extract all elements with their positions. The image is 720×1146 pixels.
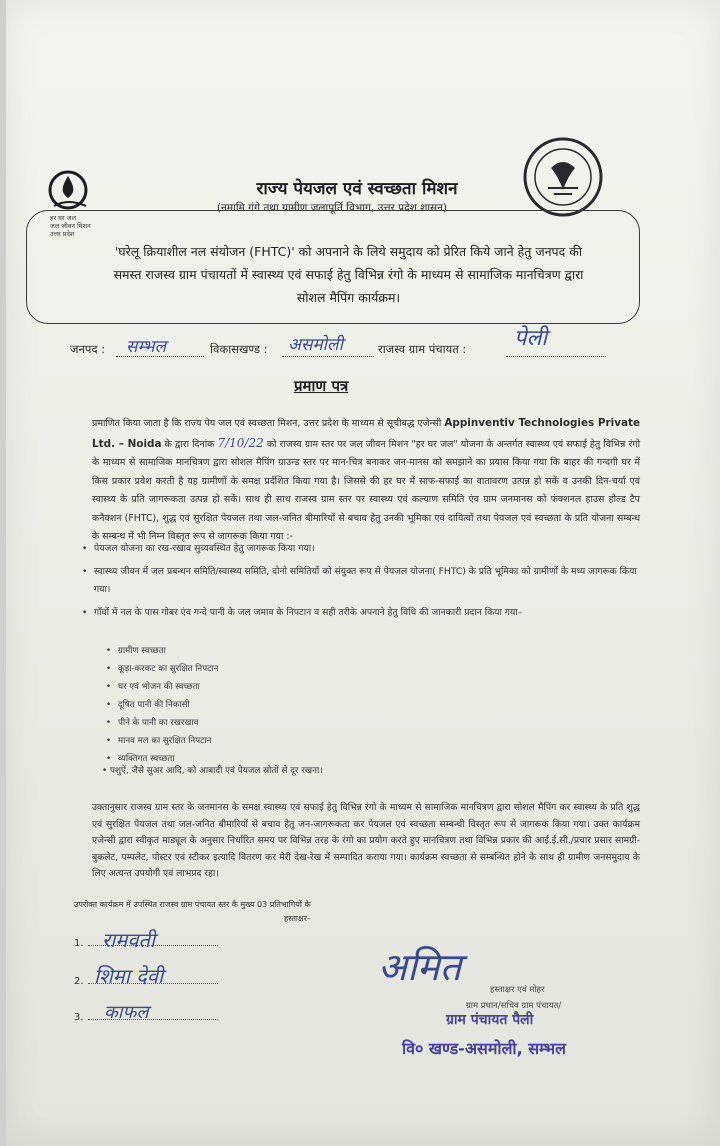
date-prefix: के द्वारा दिनांक — [164, 438, 215, 450]
signatory-signature: शिमा देवी — [94, 964, 164, 988]
block-stamp: वि० खण्ड-असमोली, सम्भल — [402, 1039, 566, 1058]
certificate-body — [92, 414, 640, 547]
signatory-2 — [74, 964, 218, 988]
signatory-number: 1. — [74, 938, 84, 949]
district-label: जनपद : — [70, 342, 106, 356]
signatory-1 — [74, 928, 218, 952]
topic-item: • कूड़ा-करकट का सुरक्षित निपटान — [106, 660, 426, 678]
bullet-item: • स्वास्थ्य जीवन में जल प्रबन्धन समिति/स्वास्थ्य समिति, दोनो समितियों को संयुक्त रूप से पेयजल योजना( FHTC) के प्रति भूमिका को ग्रामीणों के मध्य जागरूक किया गया। — [82, 563, 642, 599]
block-line — [282, 356, 374, 357]
topic-item: • पीने के पानी का रखरखाव — [106, 714, 426, 732]
agency-name: Appinventiv Technologies Private Ltd. – Noida — [92, 417, 640, 450]
signatory-signature: काफल — [104, 1002, 149, 1023]
block-label: विकासखण्ड : — [210, 342, 268, 356]
logo-caption-line: जल जीवन मिशन — [50, 222, 91, 230]
panchayat-line — [506, 356, 606, 357]
bullet-item: • पेयजल योजना का रख-रखाव सुव्यवस्थित हेतु जागरूक किया गया। — [82, 540, 642, 558]
district-value: सम्भल — [126, 337, 167, 357]
topic-item: • ग्रामीण स्वच्छता — [106, 642, 426, 660]
animal-bullet: • पशुऐं, जैसे सुअर आदि, को आबादी एवं पेयजल स्रोतों से दूर रखना। — [102, 764, 323, 776]
signatories-intro-line: हस्ताक्षर– — [284, 914, 311, 923]
signatories-intro-line: उपरोक्त कार्यक्रम में उपस्थित राजस्व ग्राम पंचायत स्तर के मुख्य 03 प्रतिभागियों के — [74, 900, 311, 909]
mission-title: राज्य पेयजल एवं स्वच्छता मिशन — [256, 179, 458, 199]
sign-role: ग्राम प्रधान/सचिव ग्राम पंचायत/ — [466, 1001, 562, 1011]
mission-subtitle: (नमामि गंगे तथा ग्रामीण जलापूर्ति विभाग, उत्तर प्रदेश शासन) — [216, 202, 448, 214]
signatory-3 — [74, 1002, 218, 1023]
topic-item: • मानव मल का सुरक्षित निपटान — [106, 732, 426, 750]
logo-caption-line: उत्तर प्रदेश — [50, 230, 75, 238]
topic-item: • व्यक्तिगत स्वच्छता — [106, 750, 426, 768]
signatories-intro — [74, 898, 404, 926]
signatory-number: 2. — [74, 976, 84, 987]
certificate-paper — [6, 0, 720, 1146]
program-date: 7/10/22 — [217, 435, 264, 450]
topic-item: • घर एवं भोजन की स्वच्छता — [106, 678, 426, 696]
topic-item: • दूषित पानी की निकासी — [106, 696, 426, 714]
panchayat-label: राजस्व ग्राम पंचायत : — [378, 342, 467, 356]
location-fields — [70, 326, 630, 364]
closing-paragraph: उक्तानुसार राजस्व ग्राम स्तर के जनमानस के समक्ष स्वास्थ्य एवं सफाई हेतु विभिन्न रंगो के माध्यम से सामाजिक मानचित्रण द्वारा सोशल मैपिंग कर स्वास्थ्य के प्रति शुद्ध एवं सुरक्षित पेयजल तथा जल-जनित बीमारियों से बचाव हेतु जन-जागरूकता कर पेयजल एवं स्वच्छता सम्बन्धी विस्तृत रूप से जागरूक किया गया। उक्त कार्यक्रम एजेन्सी द्वारा स्वीकृत माड्यूल के अनुसार निर्धारित समय पर विभिन्न तरह के रंगो का प्रयोग करते हुए मानचित्रण तथा विभिन्न प्रकार की आई.ई.सी./प्रचार प्रसार सामग्री-बुकलेट, पम्पलेट, पोस्टर एवं स्टीकर इत्यादि वितरण कर मेरी देख-रेख में सम्पादित कराया गया। कार्यक्रम स्वच्छता से सम्बन्धित होने के साथ ही ग्रामीण जनसमुदाय के लिए अत्यन्त उपयोगी एवं लाभप्रद रहा। — [92, 802, 640, 879]
sanitation-topics — [106, 642, 426, 768]
program-line: समस्त राजस्व ग्राम पंचायतों में स्वास्थ्य एवं सफाई हेतु विभिन्न रंगो के माध्यम से सामाजिक मानचित्रण द्वारा — [113, 267, 584, 282]
program-line: सोशल मैपिंग कार्यक्रम। — [296, 290, 401, 305]
panchayat-value: पेली — [514, 326, 548, 351]
pradhan-signature: अमित — [378, 945, 462, 989]
block-value: असमोली — [288, 335, 343, 355]
certificate-title: प्रमाण पत्र — [294, 377, 349, 395]
signatory-signature: रामवती — [102, 928, 156, 952]
logo-caption-line: हर घर जल — [50, 214, 76, 222]
program-description — [56, 240, 641, 309]
body-text: प्रमाणित किया जाता है कि राज्य पेय जल एवं स्वच्छता मिशन, उत्तर प्रदेश के माध्यम से सूचीबद्ध एजेन्सी — [92, 418, 442, 429]
bullet-item: • गाँवों में नल के पास गोबर एंव गन्दे पानी के जल जमाव के निपटान व सही तरीके अपनाने हेतु विधि की जानकारी प्रदान किया गया– — [82, 604, 642, 622]
body-text: को राजस्व ग्राम स्तर पर जल जीवन मिशन "हर घर जल" योजना के अन्तर्गत स्वास्थ्य एवं सफाई हेतु विभिन्न रंगो के माध्यम से सामाजिक मानचित्रण द्वारा सोशल मैपिंग ग्राउन्ड स्तर पर मान-चित्र बनाकर जन-मानस को समझाने का प्रयास किया गया कि बाहर की गन्दगी घर में किस प्रकार प्रवेश करती है यह ग्रामीणों के समक्ष प्रर्दशित किया गया है। जिससे की हर घर में साफ-सफाई का वातावरण उत्पन्न हो सकें व उनकी दिन-चर्या एवं स्वास्थ्य के प्रति जागरूकता उत्पन्न हो सकें। साथ ही साथ राजस्व ग्राम स्तर पर स्वास्थ्य एवं कल्याण समिति एंव ग्राम जनमानस को फंक्शनल हाउस होल्ड टैप कनैक्शन (FHTC), शुद्ध एवं सुरक्षित पेयजल तथा जल-जनित बीमारियों से बचाव हेतु उनकी भूमिका एवं दायित्वों तथा पेयजल एवं स्वच्छता के प्रति योजना सम्बन्ध के सम्बन्ध में भी निम्न विस्तृत रूप से जागरूक किया गया :- — [92, 438, 640, 542]
panchayat-stamp: ग्राम पंचायत पैली — [446, 1012, 534, 1028]
sign-label: हस्ताक्षर एवं मोहर — [490, 985, 545, 995]
uttar-pradesh-emblem-icon — [518, 132, 608, 222]
program-line: 'घरेलू क्रियाशील नल संयोजन (FHTC)' को अपनाने के लिये समुदाय को प्रेरित किये जाने हेतु जनपद की — [114, 244, 583, 259]
signatory-number: 3. — [74, 1012, 84, 1023]
awareness-bullets — [82, 540, 642, 627]
